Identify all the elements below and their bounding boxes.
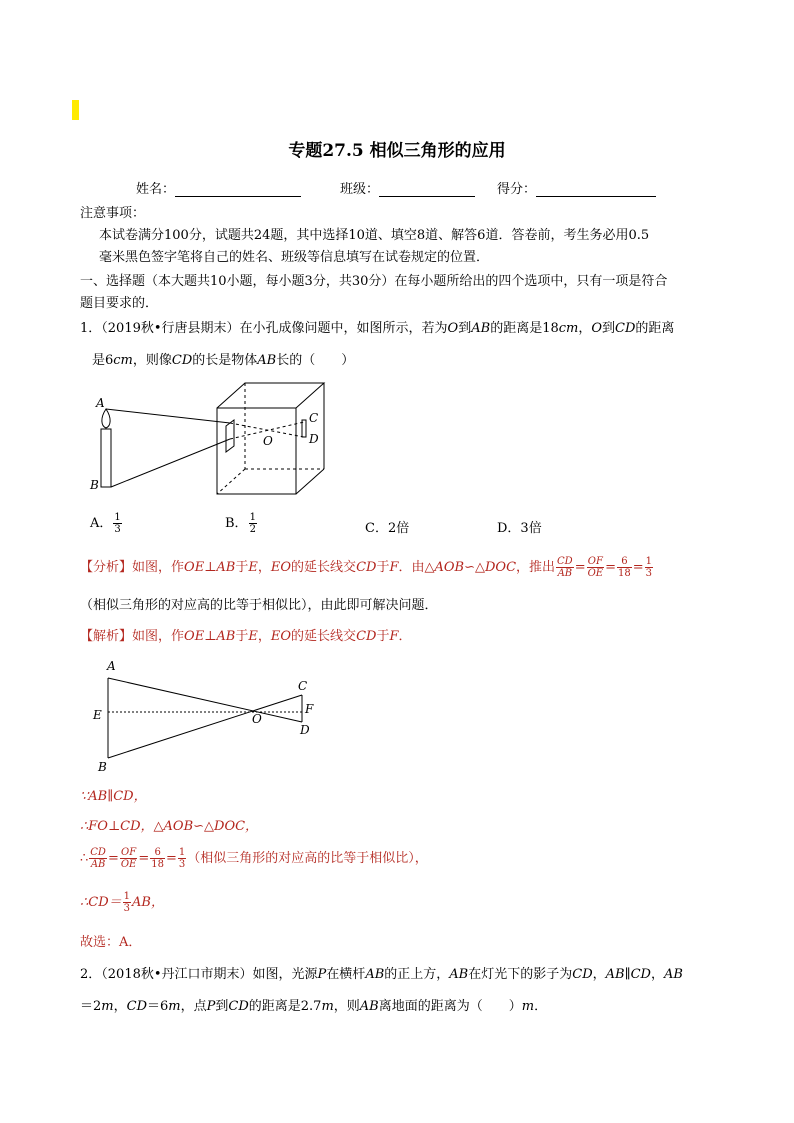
q1-var: O [447,321,459,336]
analysis-var: DOC [484,560,517,575]
fraction-denominator: 18 [618,568,631,579]
q2-text: 离地面的距离为（ ） [378,999,522,1014]
fraction-of-oe [587,556,605,579]
label-c: C [309,411,319,425]
fraction-denominator: OE [587,568,604,579]
q1-text: （2019秋•行唐县期末）在小孔成像问题中，如图所示，若为 [101,321,448,336]
name-label: 姓名： [136,182,176,197]
solution-text: 于 [235,629,249,644]
equals-sign: = [605,560,617,575]
fraction-numerator: OF [587,556,603,567]
equals-sign: = [166,851,177,866]
solution-answer: 故选：A． [80,935,142,950]
fraction-denominator: 3 [123,903,131,914]
class-label: 班级： [340,182,380,197]
fraction-numerator: CD [557,556,573,567]
solution-step1: ∵AB∥CD， [80,789,147,804]
question-1-line2 [92,351,737,371]
q1-unit: cm [558,321,579,336]
analysis-line2: （相似三角形的对应高的比等于相似比），由此即可解决问题． [80,598,438,613]
analysis-text: 于 [376,560,390,575]
q1-text: 是6 [92,353,114,368]
analysis-var: CD [356,560,377,575]
option-b-label: B． [225,516,248,531]
q1-text: ，则像 [132,353,172,368]
analysis-var: AOB [434,560,465,575]
box-front [217,408,296,494]
q2-var: P [206,999,216,1014]
fraction-numerator: 6 [617,556,632,568]
solution-tag: 【解析】 [80,629,133,644]
q1-var: CD [615,321,636,336]
label-b: B [90,478,99,492]
solution-step3 [80,844,725,874]
option-b[interactable] [225,512,258,535]
analysis-var: OE⊥AB [184,560,236,575]
fraction-cd-ab [556,556,574,579]
equals-sign: = [574,560,586,575]
solution-step4 [80,888,725,918]
solution-text: 的延长线交 [291,629,357,644]
q2-text: ，点 [180,999,207,1014]
label-o: O [252,712,262,726]
analysis-var: EO [270,560,292,575]
analysis-line1 [80,555,725,581]
analysis-text: 于 [235,560,249,575]
q1-text: 长的（ ） [276,353,355,368]
option-c[interactable]: C．2倍 [365,521,410,536]
q2-text: 的正上方， [384,967,450,982]
notes-line2: 毫米黑色签字笔将自己的姓名、班级等信息填写在试卷规定的位置． [99,250,490,265]
q1-text: 到 [458,321,472,336]
analysis-text: 的延长线交 [291,560,357,575]
q2-var: AB∥CD [605,967,651,982]
analysis-var: F [389,560,399,575]
q2-var: AB [663,967,683,982]
solution-var: CD [356,629,377,644]
segment-ad [108,678,302,722]
fraction-denominator: AB [557,568,573,579]
segment-bc [108,695,302,758]
fraction-cd-ab [89,847,107,870]
score-blank [536,182,656,197]
question-number: 1． [80,321,102,336]
fraction-numerator: 1 [645,556,653,567]
q1-text: 的距离是18 [490,321,559,336]
q1-var: AB [471,321,491,336]
fraction-numerator: 1 [249,512,256,523]
q2-var: AB [449,967,469,982]
q2-var: AB [359,999,379,1014]
analysis-text: ， [257,560,271,575]
solution-step2: ∴FO⊥CD，△AOB∽△DOC， [80,819,259,834]
fraction-1-3 [645,556,653,579]
q1-text: 的长是物体 [192,353,258,368]
question-2-line2 [80,997,725,1017]
q2-unit: m [168,999,181,1014]
q2-text: ＝2 [80,999,102,1014]
solution-var: F [389,629,399,644]
ray-bottom [111,439,230,487]
solution-text: 于 [376,629,390,644]
q2-text: ， [650,967,664,982]
candle-flame [102,409,110,428]
solution-text: ， [257,629,271,644]
fraction-6-18 [617,556,632,579]
notes-heading: 注意事项： [80,206,146,221]
fraction-denominator: 3 [645,568,653,579]
q1-var: CD [171,353,193,368]
fraction-denominator: 18 [151,859,164,870]
label-e: E [93,708,102,722]
q2-text: 到 [215,999,229,1014]
solution-text: ∴CD＝ [80,895,122,910]
solution-text: ． [398,629,412,644]
fraction-denominator: 3 [178,859,186,870]
question-number: 2． [80,967,102,982]
q2-text: 在灯光下的影子为 [468,967,573,982]
q2-unit: m [321,999,334,1014]
name-field [136,178,301,197]
analysis-var: E [248,560,258,575]
q2-unit: m [101,999,114,1014]
solution-line1 [80,627,725,647]
q2-text: ＝6 [147,999,169,1014]
label-d: D [300,723,310,737]
name-blank [175,182,301,197]
q2-var: P [317,967,327,982]
fraction-numerator: 1 [178,847,186,858]
option-d[interactable]: D．3倍 [497,521,542,536]
label-b: B [98,760,107,774]
analysis-text: 如图，作 [132,560,185,575]
box-top [217,383,324,408]
pinhole-figure [86,376,336,498]
label-d: D [309,432,319,446]
candle-body [101,429,111,487]
section-line1: 一、选择题（本大题共10小题，每小题3分，共30分）在每小题所给出的四个选项中，只有一项是符合 [80,274,668,289]
fraction-denominator: AB [90,859,106,870]
equals-sign: = [632,560,644,575]
q2-text: ， [592,967,606,982]
q1-text: ， [578,321,592,336]
q1-text: 的距离 [635,321,675,336]
q2-var: AB [365,967,385,982]
label-o: O [263,434,273,448]
analysis-text: ∽△ [464,560,485,575]
section-line2: 题目要求的． [80,296,159,311]
fraction-denominator: 3 [114,524,121,535]
fraction-numerator: 6 [150,847,165,859]
option-b-fraction [249,512,257,535]
label-f: F [305,702,314,716]
fraction-numerator: 1 [123,891,131,902]
solution-var: OE⊥AB [184,629,236,644]
page-title: 专题27.5 相似三角形的应用 [288,141,506,161]
question-1-line1 [80,319,725,339]
q2-text: （2018秋•丹江口市期末）如图，光源 [101,967,318,982]
fraction-of-oe [120,847,138,870]
option-a-fraction [113,512,121,535]
fraction-denominator: OE [120,859,137,870]
ray-top [106,409,230,423]
q1-unit: cm [113,353,133,368]
q1-var: AB [257,353,277,368]
notes-line1: 本试卷满分100分，试题共24题，其中选择10道、填空8道、解答6道．答卷前，考生务必用0.5 [99,228,650,243]
class-blank [379,182,475,197]
similar-triangles-figure [90,655,330,775]
option-a-label: A． [90,516,113,531]
question-2-line1 [80,965,725,985]
q2-text: 在横杆 [326,967,366,982]
solution-note: （相似三角形的对应高的比等于相似比）， [187,851,428,866]
therefore-symbol: ∴ [80,851,89,866]
option-a[interactable] [90,512,123,535]
equals-sign: = [138,851,150,866]
fraction-numerator: CD [90,847,106,858]
fraction-1-3 [123,891,131,914]
label-a: A [107,659,116,673]
q1-text: 到 [602,321,616,336]
q2-var: CD [572,967,593,982]
label-a: A [96,396,105,410]
fraction-numerator: OF [121,847,137,858]
analysis-tag: 【分析】 [80,560,133,575]
fraction-numerator: 1 [114,512,121,523]
pinhole-panel [226,420,234,452]
score-label: 得分： [497,182,537,197]
fraction-denominator: 2 [249,524,256,535]
analysis-text: ，推出 [516,560,556,575]
q2-var: CD [228,999,249,1014]
q2-text: ， [113,999,127,1014]
q2-text: 的距离是2.7 [248,999,322,1014]
solution-var: EO [270,629,292,644]
solution-text: AB， [132,895,164,910]
class-field [340,178,475,197]
score-field [497,178,656,197]
label-c: C [298,679,308,693]
q2-var: CD [126,999,147,1014]
fraction-1-3 [178,847,186,870]
fraction-6-18 [150,847,165,870]
equals-sign: = [107,851,119,866]
hidden-edge-diagonal [217,469,245,494]
highlight-marker [72,100,79,120]
q2-unit: m [521,999,535,1014]
q2-text: ，则 [333,999,360,1014]
solution-text: 如图，作 [132,629,185,644]
box-right-bottom [296,469,324,494]
solution-var: E [248,629,258,644]
analysis-text: ．由△ [398,560,435,575]
q1-var: O [591,321,603,336]
q2-text: ． [534,999,548,1014]
